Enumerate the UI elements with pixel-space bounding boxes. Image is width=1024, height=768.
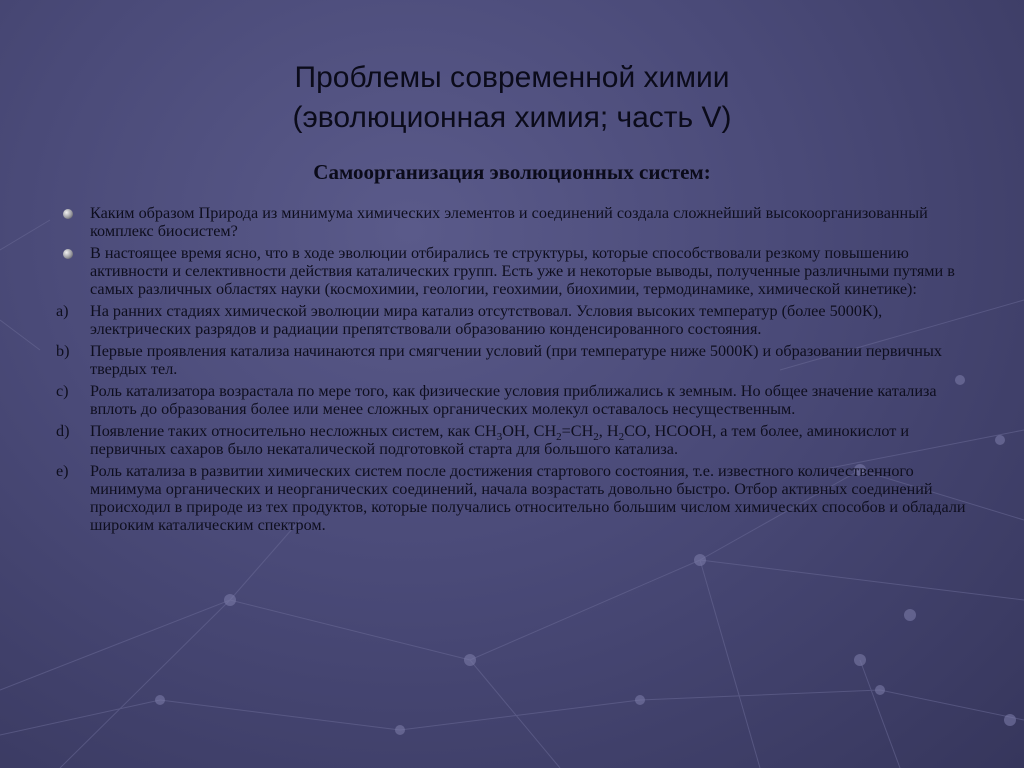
slide-title [0,58,1024,138]
title-line-1: Проблемы современной химии [294,61,730,94]
list-marker-a: a) [56,302,69,320]
list-item-d [56,422,968,458]
sphere-bullet-icon [63,249,73,259]
bullet-item-2 [56,244,968,298]
title-line-2: (эволюционная химия; часть V) [292,101,732,134]
list-item-a [56,302,968,338]
list-item-c [56,382,968,418]
list-text-b: Первые проявления катализа начинаются при смягчении условий (при температуре ниже 5000К) и образовании первичных твердых тел. [90,342,942,378]
list-text-a: На ранних стадиях химической эволюции мира катализ отсутствовал. Условия высоких температур (более 5000К), электрических разрядов и радиации препятствовали образованию конденсированного состояния. [90,302,883,338]
list-marker-c: c) [56,382,69,400]
bullet-item-1 [56,204,968,240]
list-item-e [56,462,968,534]
slide-subtitle: Самоорганизация эволюционных систем: [313,160,711,184]
slide-content [56,204,968,538]
list-text-d: Появление таких относительно несложных систем, как $CH_3OH$, $CH_2=CH_2$, $H_2CO$, HCOOH, а тем более, аминокислот и первичных сахаров было некаталической подготовкой старта для большого катализа. [90,422,910,458]
list-marker-b: b) [56,342,70,360]
list-marker-e: e) [56,462,69,480]
bullet-text-2: В настоящее время ясно, что в ходе эволюции отбирались те структуры, которые способствовали резкому повышению активности и селективности действия каталических групп. Есть уже и некоторые выводы, полученные различными путями в самых различных областях науки (космохимии, геологии, геохимии, биохимии, термодинамике, химической кинетике): [90,244,955,298]
list-marker-d: d) [56,422,70,440]
list-text-e: Роль катализа в развитии химических систем после достижения стартового состояния, т.е. известного количественного минимума органических и неорганических соединений, начала возрастать довольно быстро. Отбор активных соединений происходил в природе из тех продуктов, которые получались относительно большим числом химических способов и обладали широким каталическим спектром. [90,462,966,534]
list-text-c: Роль катализатора возрастала по мере того, как физические условия приближались к земным. Но общее значение катализа вплоть до образования более или менее сложных органических молекул оставалось несущественным. [90,382,937,418]
bullet-text-1: Каким образом Природа из минимума химических элементов и соединений создала сложнейший высокоорганизованный комплекс биосистем? [90,204,928,240]
list-item-b [56,342,968,378]
sphere-bullet-icon [63,209,73,219]
